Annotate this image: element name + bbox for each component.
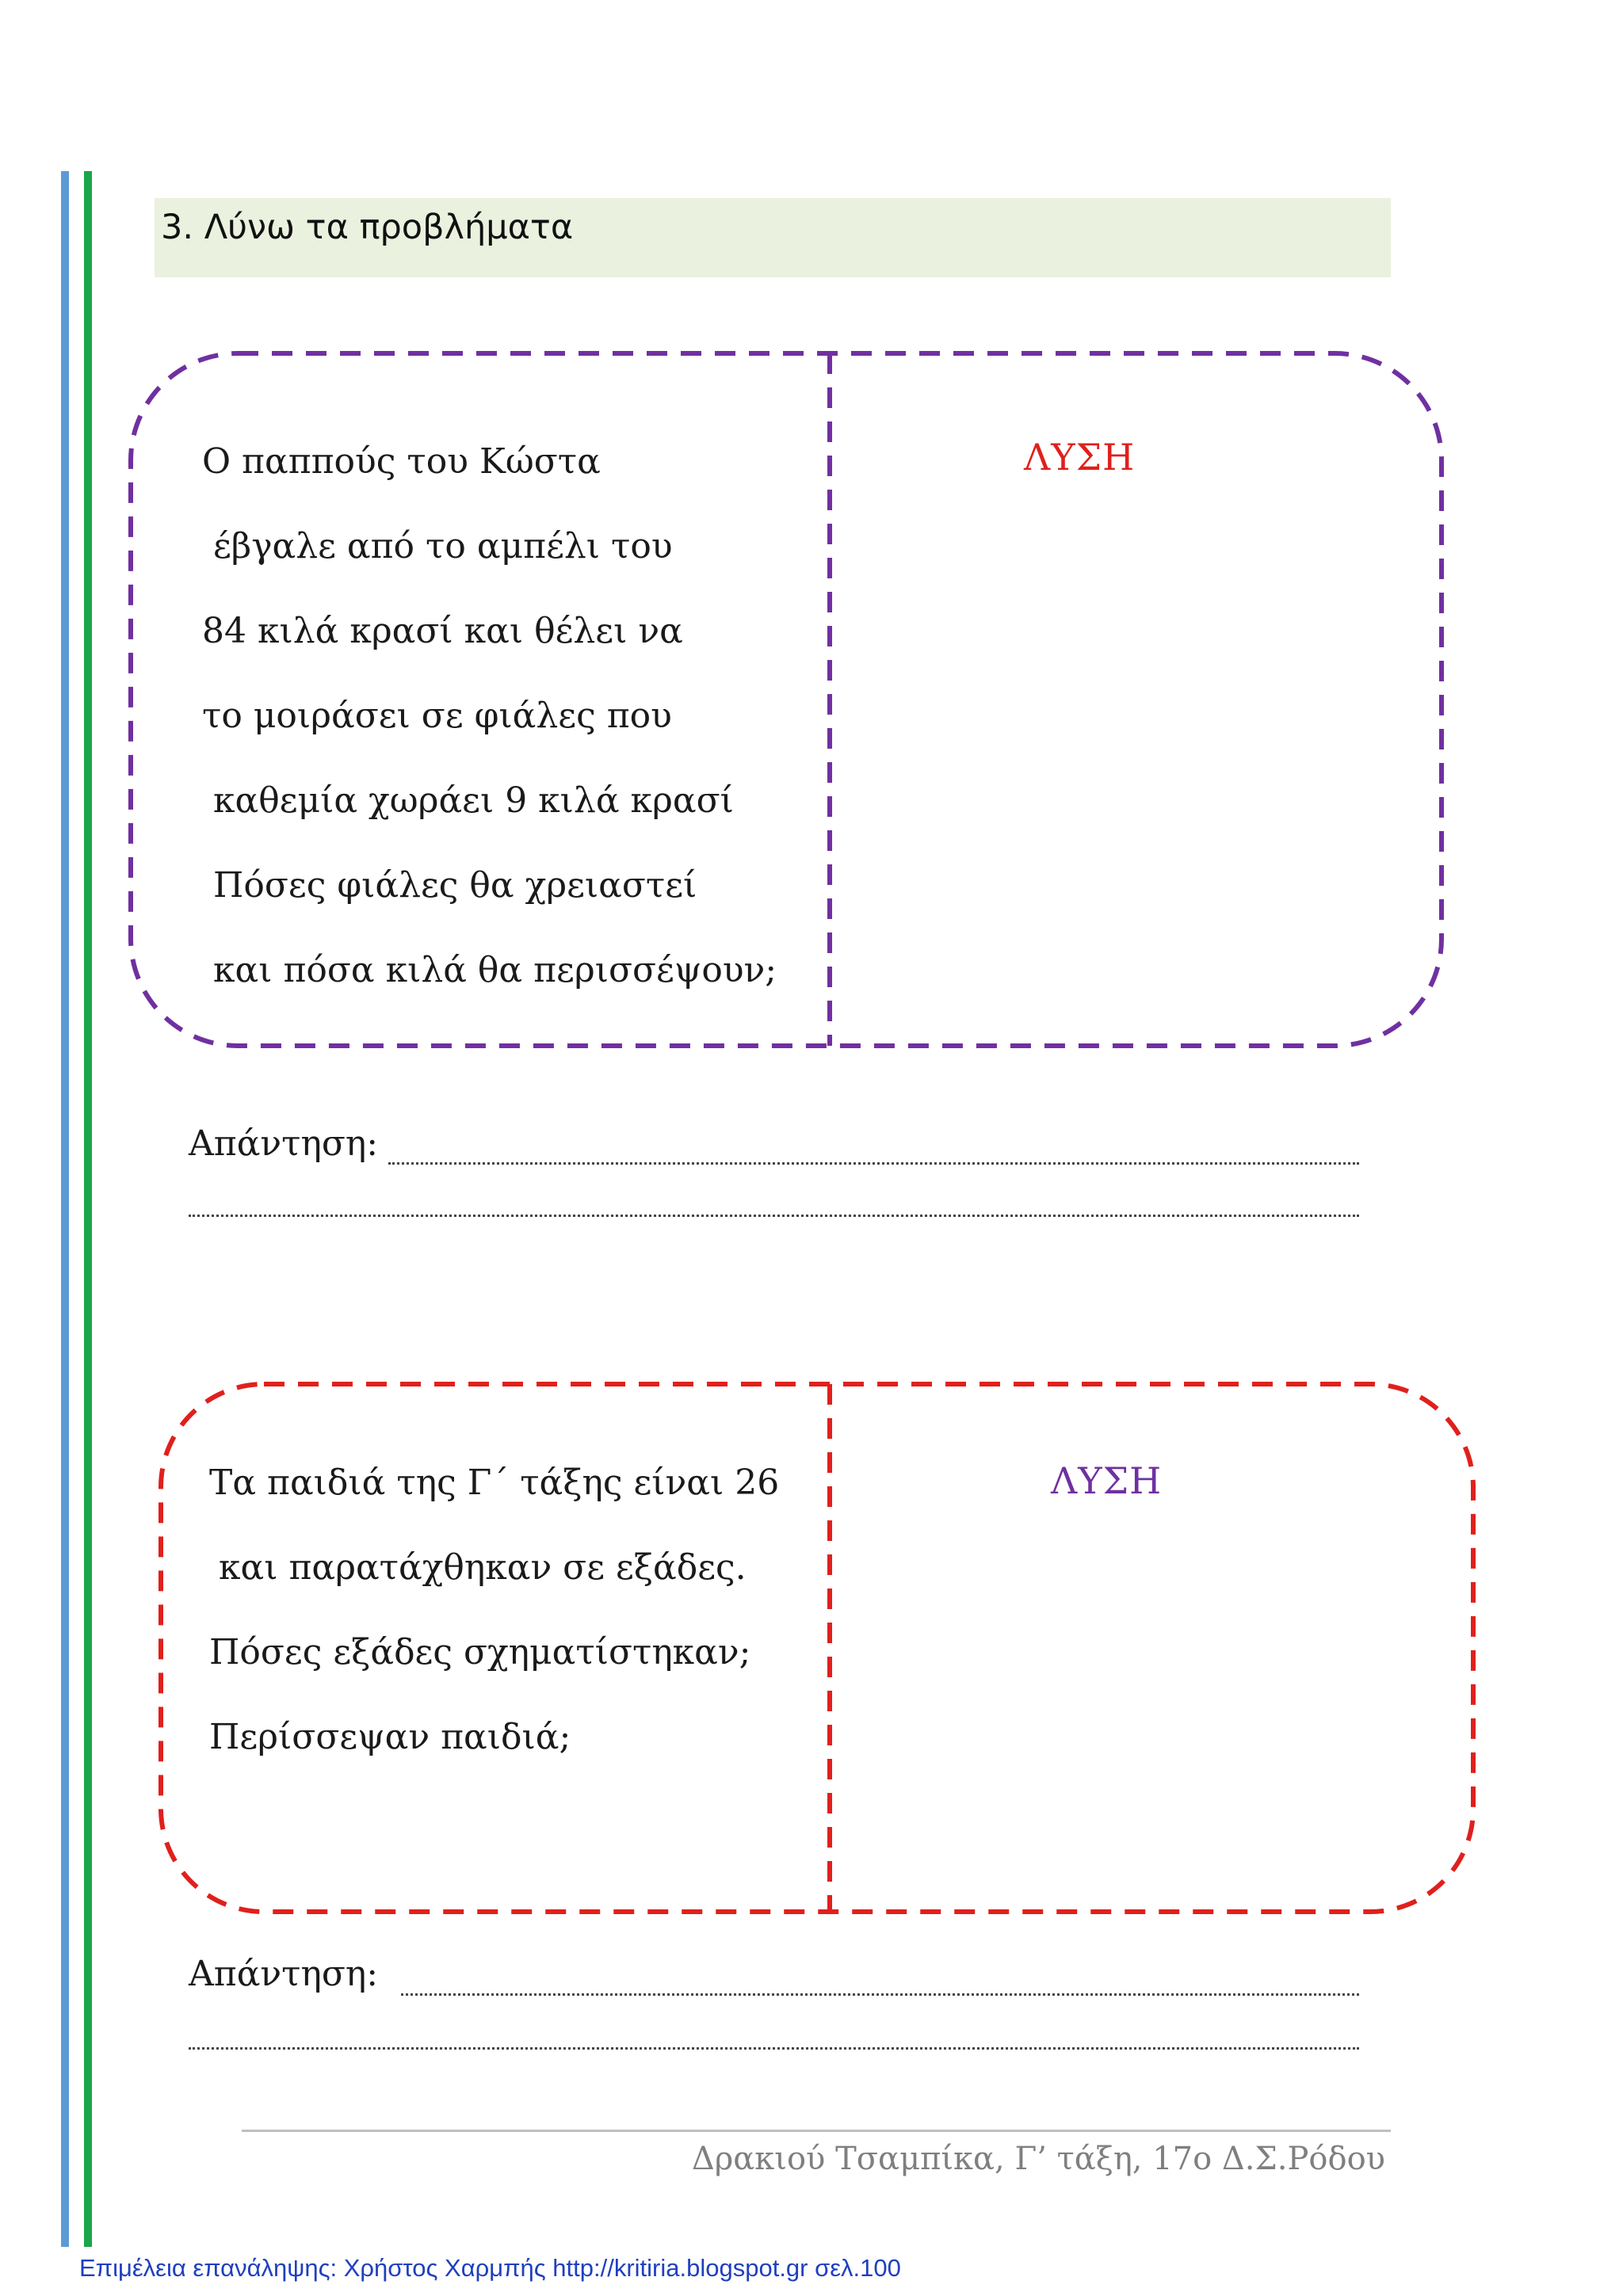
problem-2-line: Πόσες εξάδες σχηματίστηκαν; bbox=[209, 1632, 751, 1672]
problem-1-line: 84 κιλά κρασί και θέλει να bbox=[202, 611, 683, 651]
solution-label-1: ΛΥΣΗ bbox=[1024, 436, 1136, 479]
margin-line-green bbox=[84, 171, 92, 2247]
footer-rule bbox=[242, 2130, 1391, 2132]
answer-label-1: Απάντηση: bbox=[189, 1123, 379, 1164]
answer-line-2b[interactable] bbox=[189, 2047, 1359, 2050]
problem-1-line: το μοιράσει σε φιάλες που bbox=[202, 696, 672, 736]
section-header bbox=[155, 198, 1391, 277]
problem-1-line: Πόσες φιάλες θα χρειαστεί bbox=[213, 865, 697, 906]
problem-2-line: και παρατάχθηκαν σε εξάδες. bbox=[219, 1547, 747, 1588]
problem-1-text bbox=[202, 419, 777, 1013]
answer-line-1a[interactable] bbox=[388, 1162, 1359, 1165]
problem-1-line: Ο παππούς του Κώστα bbox=[202, 441, 601, 482]
problem-1-line: και πόσα κιλά θα περισσέψουν; bbox=[213, 950, 777, 990]
answer-label-2: Απάντηση: bbox=[189, 1954, 379, 1994]
answer-line-1b[interactable] bbox=[189, 1215, 1359, 1217]
footer-credit: Επιμέλεια επανάληψης: Χρήστος Χαρμπής http://kritiria.blogspot.gr σελ.100 bbox=[79, 2254, 901, 2282]
problem-2-line: Τα παιδιά της Γ΄ τάξης είναι 26 bbox=[209, 1463, 780, 1503]
answer-line-2a[interactable] bbox=[401, 1993, 1359, 1996]
footer-author: Δρακιού Τσαμπίκα, Γ’ τάξη, 17ο Δ.Σ.Ρόδου bbox=[691, 2141, 1385, 2177]
solution-label-2: ΛΥΣΗ bbox=[1051, 1459, 1163, 1502]
problem-1-line: έβγαλε από το αμπέλι του bbox=[213, 526, 673, 566]
problem-2-text bbox=[209, 1440, 779, 1779]
problem-2-line: Περίσσεψαν παιδιά; bbox=[209, 1717, 571, 1757]
section-title: 3. Λύνω τα προβλήματα bbox=[161, 208, 574, 247]
margin-line-blue bbox=[61, 171, 69, 2247]
problem-1-line: καθεμία χωράει 9 κιλά κρασί bbox=[213, 780, 734, 821]
